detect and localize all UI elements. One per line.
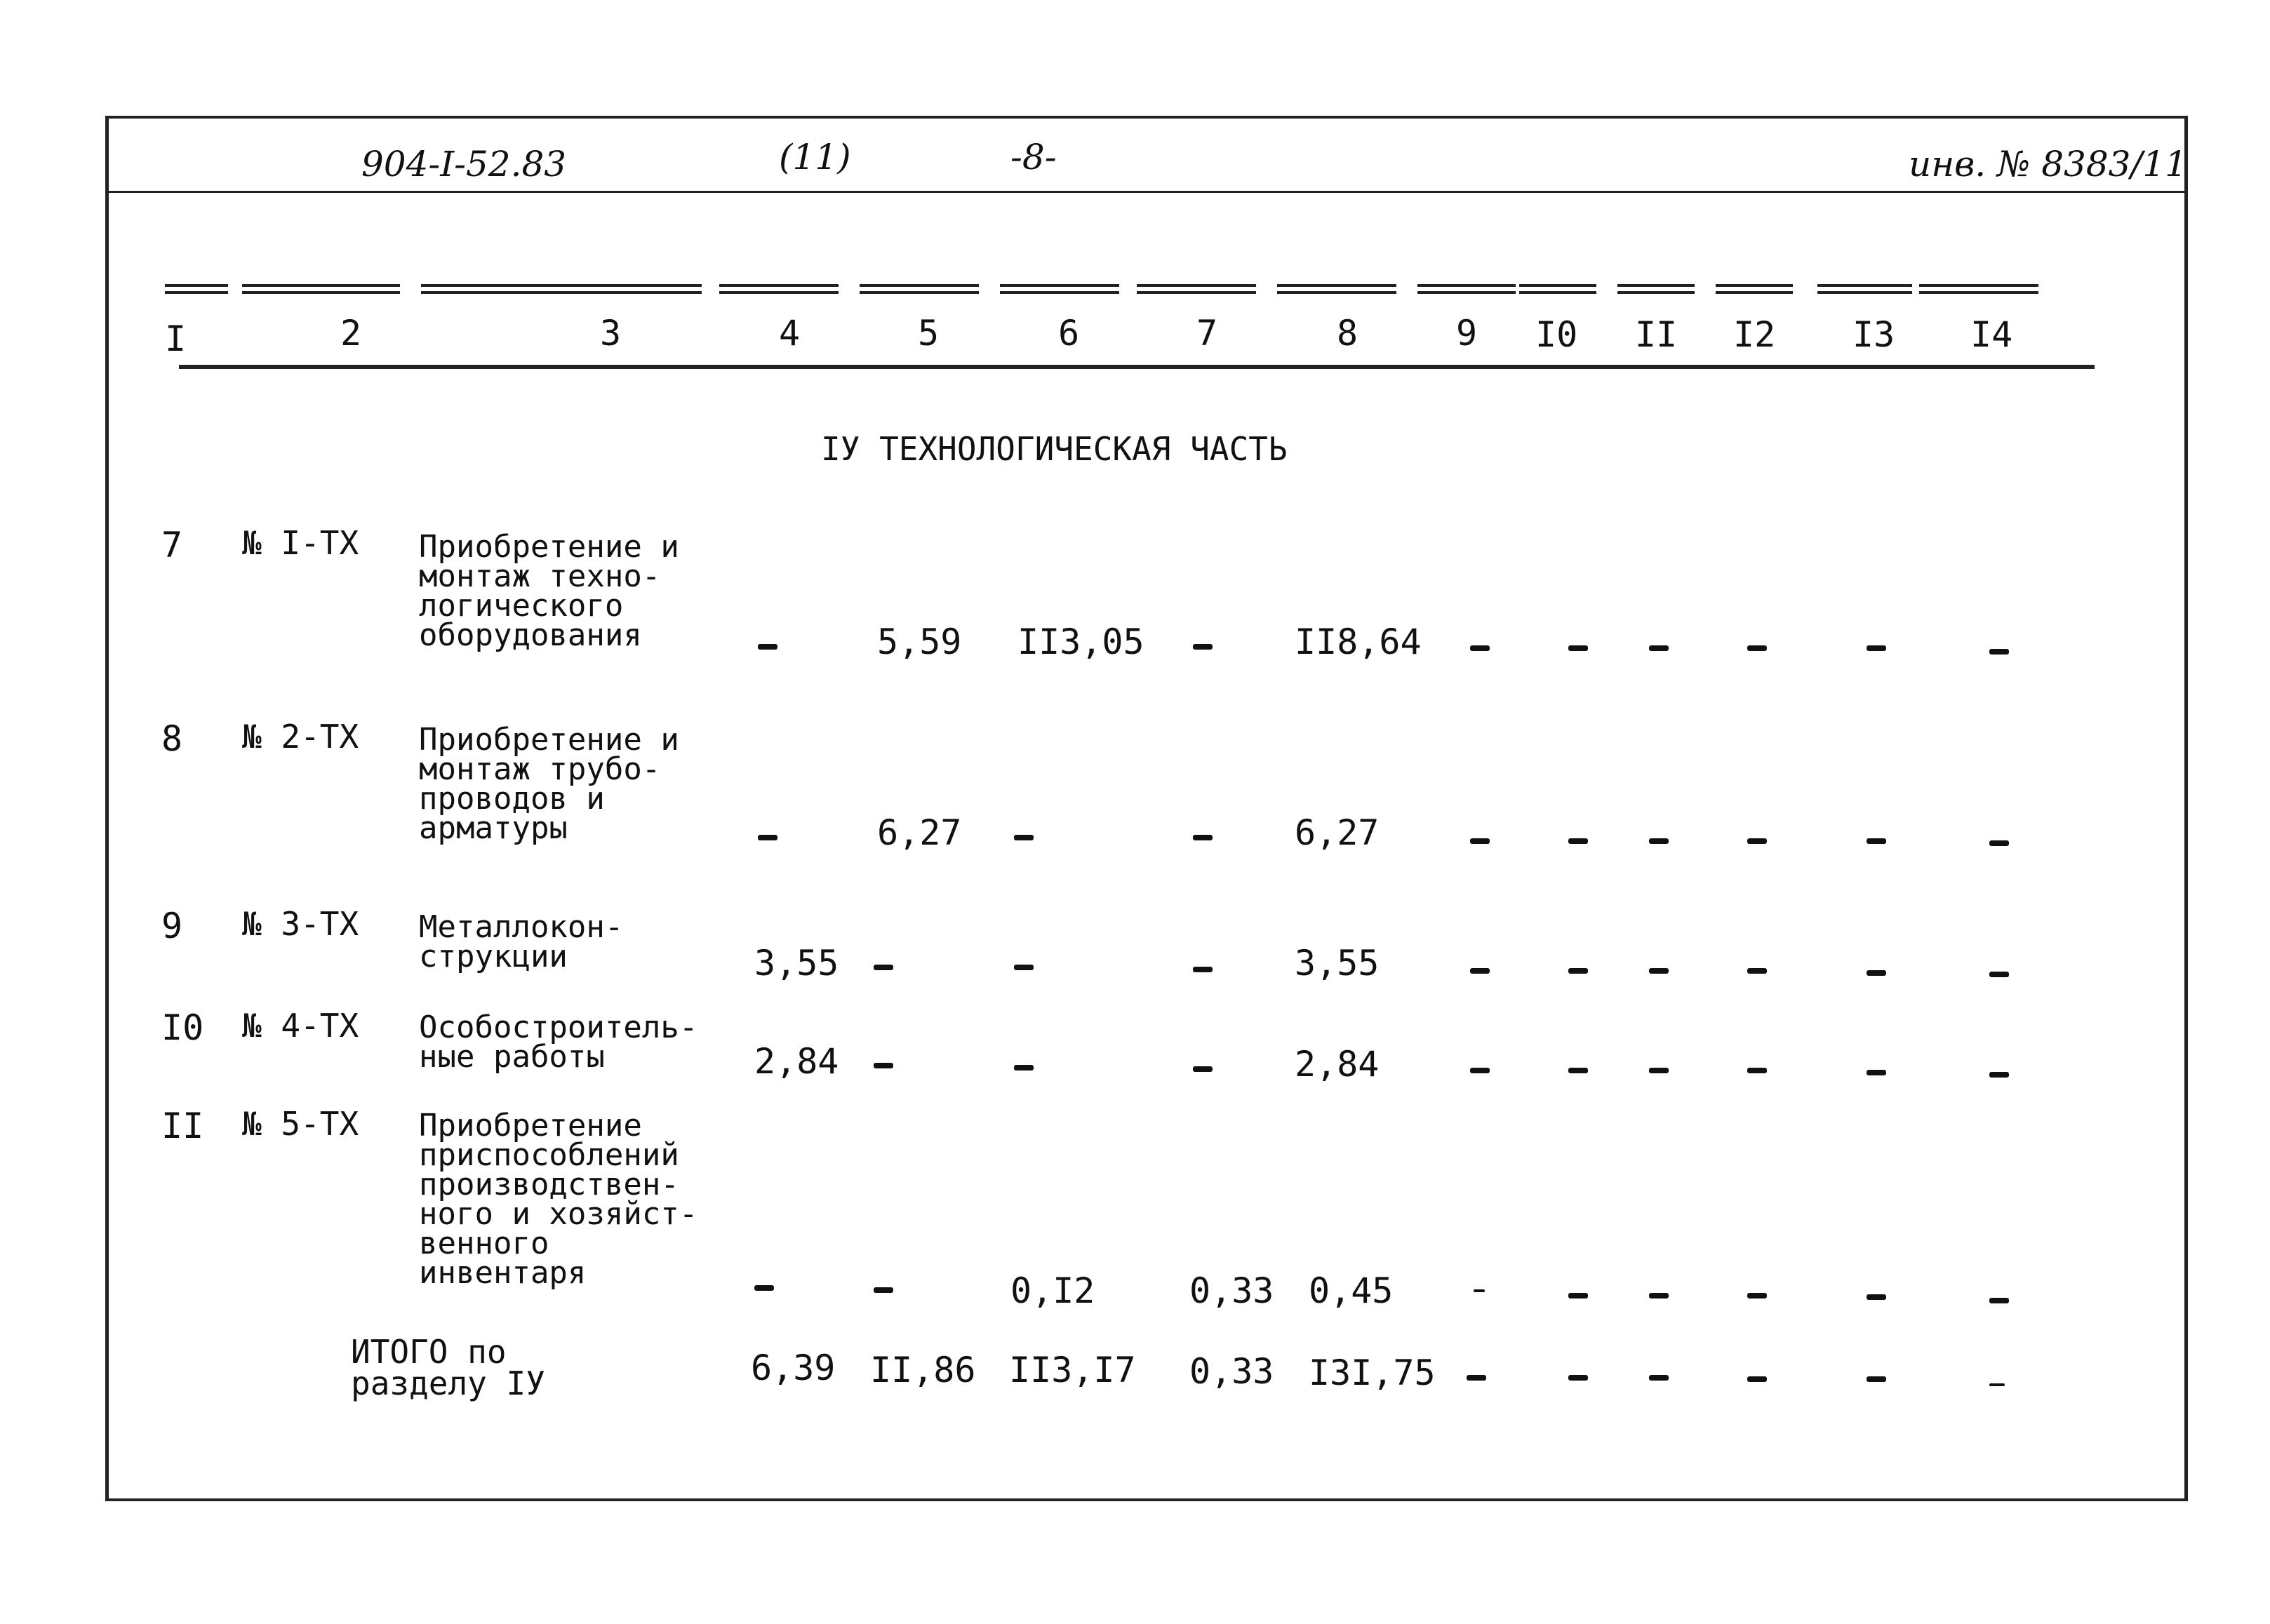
- double-rule: [1417, 284, 1516, 294]
- cell-dash: [1470, 968, 1490, 974]
- row-number: 9: [161, 906, 183, 946]
- cell-dash: [1193, 835, 1213, 840]
- cell-dash: [1568, 1068, 1588, 1073]
- cell-dash: [1867, 645, 1886, 651]
- cell-dash: [1649, 1293, 1669, 1298]
- total-value: 0,33: [1189, 1351, 1274, 1392]
- row-desc-line: Металлокон-: [419, 909, 624, 945]
- cell-dash: [758, 644, 777, 650]
- cell-dash: [1470, 645, 1490, 651]
- cell-dash: [1747, 838, 1767, 844]
- cell-value: 3,55: [754, 943, 839, 984]
- row-desc-line: монтаж трубо-: [419, 751, 661, 787]
- col-header: I: [165, 318, 187, 359]
- row-desc-line: Приобретение и: [419, 722, 679, 758]
- cell-value: 0,I2: [1010, 1270, 1095, 1311]
- sheet-number: (11): [779, 137, 851, 177]
- section-title: IУ ТЕХНОЛОГИЧЕСКАЯ ЧАСТЬ: [821, 430, 1288, 468]
- cell-dash: [874, 1063, 893, 1068]
- total-label-line: ИТОГО по: [351, 1333, 507, 1371]
- row-ref: № I-TX: [242, 524, 359, 562]
- cell-dash: [1867, 1070, 1886, 1075]
- cell-dash: [1467, 1375, 1486, 1381]
- doc-code: 904-I-52.83: [361, 144, 567, 184]
- cell-dash: [1568, 968, 1588, 974]
- cell-dash: [874, 1287, 893, 1293]
- cell-dash: [1649, 968, 1669, 974]
- cell-dash: [1867, 1376, 1886, 1382]
- cell-dash: [1193, 967, 1213, 972]
- col-header: II: [1635, 314, 1678, 355]
- row-desc-line: логического: [419, 588, 624, 624]
- row-desc-line: инвентаря: [419, 1255, 587, 1291]
- cell-dash: [1989, 1072, 2009, 1078]
- row-number: I0: [161, 1007, 204, 1048]
- double-rule: [1000, 284, 1119, 294]
- cell-dash: [1867, 1294, 1886, 1300]
- row-ref: № 3-TX: [242, 905, 359, 943]
- double-rule: [1617, 284, 1695, 294]
- cell-dash: [1568, 1293, 1588, 1298]
- cell-dash: [1568, 1375, 1588, 1381]
- row-desc-line: приспособлений: [419, 1137, 679, 1173]
- row-ref: № 5-TX: [242, 1105, 359, 1143]
- cell-value: 5,59: [877, 622, 962, 662]
- cell-dash: [1989, 1383, 2005, 1386]
- cell-dash: [1747, 1068, 1767, 1073]
- row-desc-line: венного: [419, 1226, 549, 1261]
- cell-dash: [1568, 838, 1588, 844]
- col-header: 6: [1058, 313, 1080, 354]
- cell-dash: [1989, 840, 2009, 846]
- double-rule: [1277, 284, 1396, 294]
- cell-dash: [1649, 1375, 1669, 1381]
- row-desc-line: Приобретение и: [419, 529, 679, 565]
- inventory-number: инв. № 8383/11: [1909, 144, 2187, 184]
- cell-dash: [1193, 1066, 1213, 1072]
- double-rule: [1716, 284, 1793, 294]
- cell-value: 3,55: [1295, 943, 1380, 984]
- page-number: -8-: [1010, 137, 1057, 177]
- double-rule: [719, 284, 839, 294]
- cell-dash: [1649, 838, 1669, 844]
- total-value: II,86: [870, 1350, 976, 1390]
- cell-dash: [1470, 838, 1490, 844]
- col-header: 5: [918, 313, 940, 354]
- cell-dash: [754, 1285, 774, 1291]
- cell-value: 0,33: [1189, 1270, 1274, 1311]
- row-number: II: [161, 1106, 204, 1146]
- double-rule: [242, 284, 400, 294]
- double-rule: [1137, 284, 1256, 294]
- cell-dash: [758, 835, 777, 840]
- total-label-line: разделу IУ: [351, 1364, 545, 1402]
- cell-dash: [1747, 1293, 1767, 1298]
- cell-dash: [1747, 968, 1767, 974]
- cell-dash: [1014, 835, 1034, 840]
- row-desc-line: Приобретение: [419, 1108, 642, 1143]
- col-header: I0: [1535, 314, 1578, 355]
- cell-dash: [1649, 645, 1669, 651]
- cell-value: 0,45: [1309, 1270, 1394, 1311]
- header-underline: [179, 365, 2095, 369]
- cell-value: 2,84: [754, 1041, 839, 1082]
- row-desc-line: арматуры: [419, 810, 568, 846]
- cell-value: 6,27: [877, 812, 962, 853]
- double-rule: [421, 284, 702, 294]
- cell-dash: [1747, 645, 1767, 651]
- double-rule: [165, 284, 228, 294]
- col-header: I3: [1852, 314, 1895, 355]
- row-desc-line: проводов и: [419, 781, 605, 817]
- cell-dash: [1989, 972, 2009, 977]
- double-rule: [1919, 284, 2038, 294]
- row-ref: № 2-TX: [242, 718, 359, 756]
- col-header: 3: [600, 313, 622, 354]
- cell-dash: [1193, 644, 1213, 650]
- cell-dash: [1014, 1065, 1034, 1071]
- cell-dash: [1649, 1068, 1669, 1073]
- cell-value: 6,27: [1295, 812, 1380, 853]
- total-value: I3I,75: [1309, 1353, 1436, 1393]
- row-desc-line: монтаж техно-: [419, 558, 661, 594]
- header-divider: [105, 191, 2188, 193]
- cell-dash: [1989, 649, 2009, 655]
- col-header: 4: [779, 313, 801, 354]
- cell-value: 2,84: [1295, 1044, 1380, 1085]
- total-value: II3,I7: [1009, 1350, 1136, 1390]
- cell-dash: [874, 965, 893, 970]
- double-rule: [860, 284, 979, 294]
- row-number: 8: [161, 718, 183, 759]
- cell-dash: [1568, 645, 1588, 651]
- cell-dash: [1470, 1068, 1490, 1073]
- cell-value: II8,64: [1295, 622, 1422, 662]
- cell-dash: [1867, 838, 1886, 844]
- cell-dash: [1867, 970, 1886, 976]
- cell-dash: [1747, 1376, 1767, 1382]
- cell-value: II3,05: [1017, 622, 1144, 662]
- row-ref: № 4-TX: [242, 1007, 359, 1045]
- row-desc-line: струкции: [419, 939, 568, 974]
- col-header: 8: [1337, 313, 1358, 354]
- row-desc-line: ного и хозяйст-: [419, 1196, 698, 1232]
- col-header: I2: [1733, 314, 1776, 355]
- cell-dash: [1474, 1289, 1485, 1292]
- cell-dash: [1014, 965, 1034, 970]
- cell-dash: [1989, 1298, 2009, 1303]
- row-number: 7: [161, 525, 183, 565]
- row-desc-line: оборудования: [419, 617, 642, 653]
- double-rule: [1519, 284, 1596, 294]
- col-header: 9: [1456, 313, 1478, 354]
- col-header: 2: [340, 313, 362, 354]
- row-desc-line: ные работы: [419, 1039, 605, 1075]
- col-header: 7: [1196, 313, 1218, 354]
- total-value: 6,39: [751, 1348, 836, 1388]
- row-desc-line: Особостроитель-: [419, 1009, 698, 1045]
- col-header: I4: [1970, 314, 2013, 355]
- double-rule: [1817, 284, 1912, 294]
- row-desc-line: производствен-: [419, 1167, 679, 1202]
